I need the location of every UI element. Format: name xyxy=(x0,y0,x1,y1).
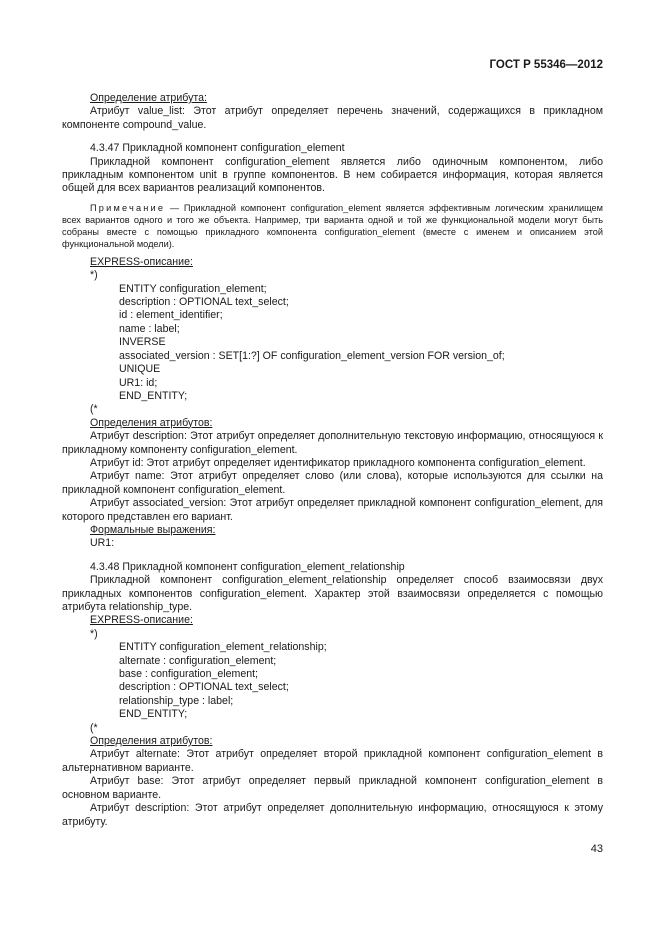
code-line: UR1: id; xyxy=(119,376,158,389)
attribute-definitions-label: Определения атрибутов: xyxy=(90,416,213,429)
express-code-block xyxy=(62,641,603,721)
formal-expressions-label: Формальные выражения: xyxy=(90,523,216,536)
code-line: description : OPTIONAL text_select; xyxy=(119,296,289,309)
code-line: id : element_identifier; xyxy=(119,309,223,322)
code-line: UNIQUE xyxy=(119,363,161,376)
note-paragraph xyxy=(62,202,603,250)
attribute-definition: Атрибут name: Этот атрибут определяет слово (или слова), которые используются для ссылки на прикладной компонент configuration_element. xyxy=(62,470,603,496)
document-header: ГОСТ Р 55346—2012 xyxy=(489,59,603,71)
attribute-definition: Атрибут description: Этот атрибут определяет дополнительную текстовую информацию, относящуюся к прикладному компоненту configuration_element. xyxy=(62,430,603,456)
note-text: — Прикладной компонент configuration_element является эффективным логическим хранилищем всех вариантов одного и того же объекта. Например, три варианта одной и той же функциональной модели могут быть собраны вместе с помощью прикладного компонента configuration_element (вместе с именем и описанием этой функциональной модели). xyxy=(62,202,603,249)
code-line: END_ENTITY; xyxy=(119,708,188,721)
section-4-3-47-heading: 4.3.47 Прикладной компонент configuration_element xyxy=(90,142,345,155)
page-body xyxy=(62,92,603,829)
code-line: associated_version : SET[1:?] OF configuration_element_version FOR version_of; xyxy=(119,349,505,362)
section-4-3-47-text: Прикладной компонент configuration_element является либо одиночным компонентом, либо прикладным компонентом unit в группе компонентов. В нем собирается информация, которая является общей для всех вариантов реализаций компонентов. xyxy=(62,155,603,195)
code-line: description : OPTIONAL text_select; xyxy=(119,681,289,694)
express-open: *) xyxy=(90,627,98,640)
express-label: EXPRESS-описание: xyxy=(90,614,193,627)
express-close: (* xyxy=(90,721,98,734)
note-label: Примечание xyxy=(90,202,166,213)
value-list-definition: Атрибут value_list: Этот атрибут определяет перечень значений, содержащихся в прикладном компоненте compound_value. xyxy=(62,105,603,131)
express-close: (* xyxy=(90,403,98,416)
code-line: END_ENTITY; xyxy=(119,389,188,402)
attribute-definition: Атрибут id: Этот атрибут определяет идентификатор прикладного компонента configuration_element. xyxy=(90,456,586,469)
section-4-3-48-heading: 4.3.48 Прикладной компонент configuration_element_relationship xyxy=(90,560,405,573)
express-code-block xyxy=(62,283,603,404)
express-label: EXPRESS-описание: xyxy=(90,255,193,268)
code-line: alternate : configuration_element; xyxy=(119,654,277,667)
code-line: ENTITY configuration_element; xyxy=(119,282,267,295)
attribute-definition: Атрибут associated_version: Этот атрибут определяет прикладной компонент configuration_element, для которого представлен его вариант. xyxy=(62,497,603,523)
code-line: base : configuration_element; xyxy=(119,668,258,681)
attribute-definition: Атрибут description: Этот атрибут определяет дополнительную информацию, относящуюся к этому атрибуту. xyxy=(62,802,603,828)
code-line: relationship_type : label; xyxy=(119,694,234,707)
express-open: *) xyxy=(90,269,98,282)
code-line: name : label; xyxy=(119,322,180,335)
attribute-definition-label: Определение атрибута: xyxy=(90,92,207,104)
attribute-definition: Атрибут base: Этот атрибут определяет первый прикладной компонент configuration_element в основном варианте. xyxy=(62,775,603,801)
code-line: ENTITY configuration_element_relationship; xyxy=(119,641,327,654)
attribute-definition: Атрибут alternate: Этот атрибут определяет второй прикладной компонент configuration_element в альтернативном варианте. xyxy=(62,748,603,774)
code-line: INVERSE xyxy=(119,336,166,349)
section-4-3-48-text: Прикладной компонент configuration_element_relationship определяет способ взаимосвязи двух прикладных компонентов configuration_element. Характер этой взаимосвязи определяется с помощью атрибута relationship_type. xyxy=(62,574,603,613)
formal-expression-ur1: UR1: xyxy=(90,537,115,550)
attribute-definitions-label: Определения атрибутов: xyxy=(90,735,213,748)
page-number: 43 xyxy=(590,843,603,855)
